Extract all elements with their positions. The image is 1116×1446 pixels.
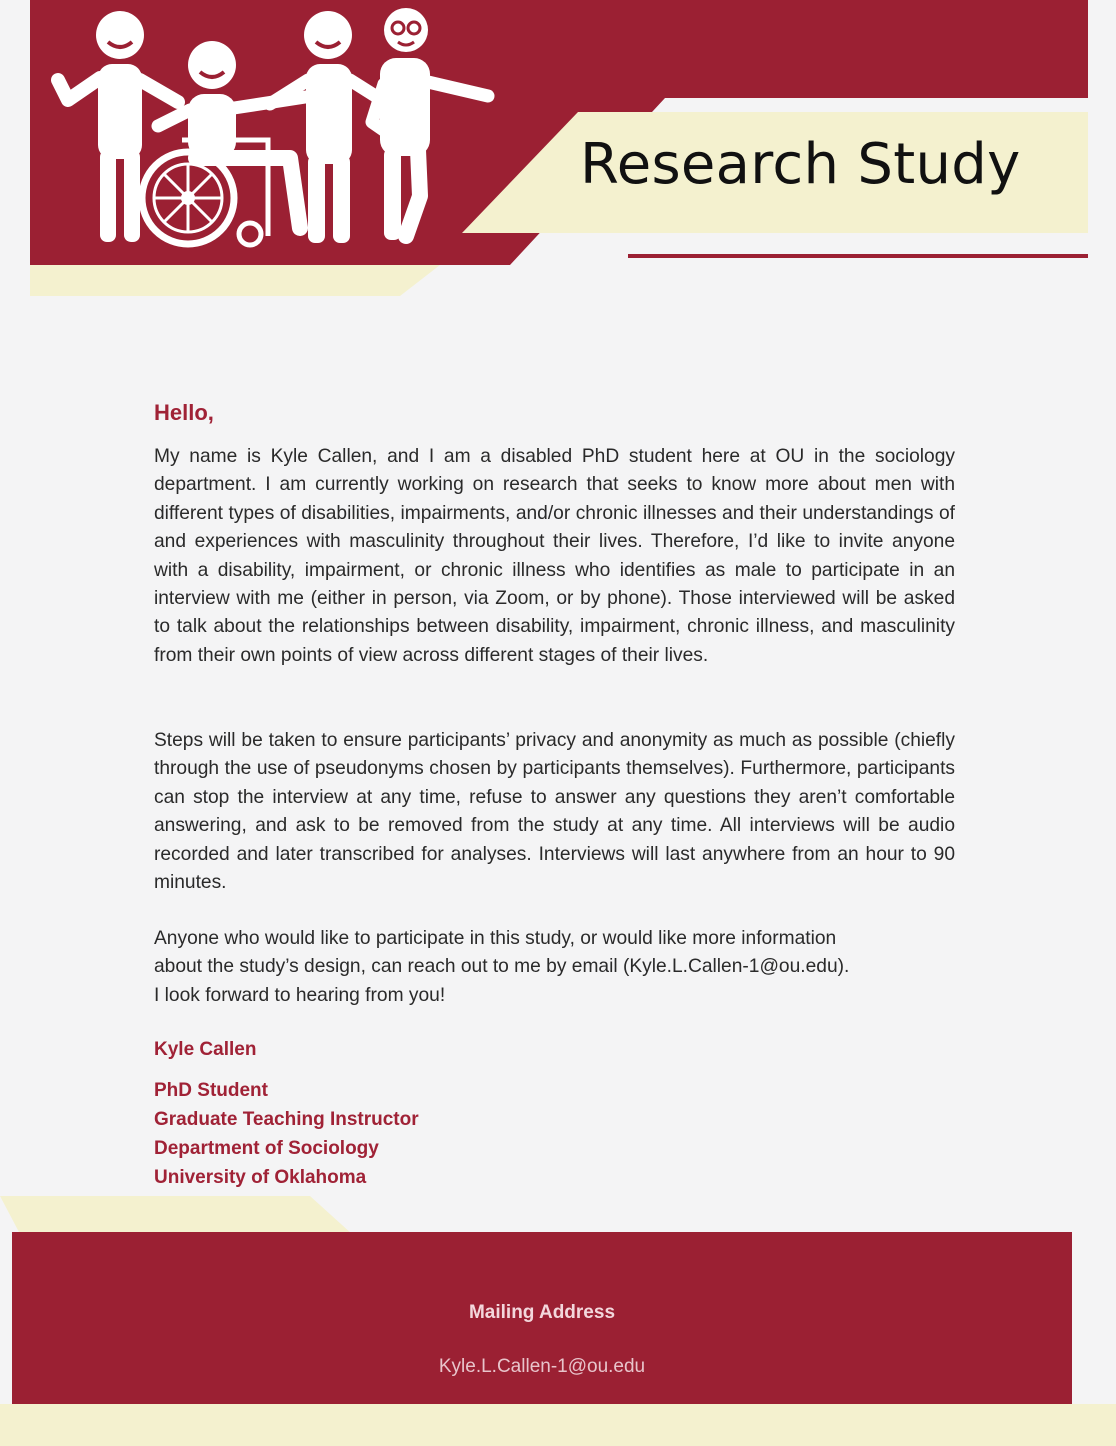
closing-paragraph: [154, 925, 955, 1010]
closing-line: I look forward to hearing from you!: [154, 984, 446, 1006]
signature-title: University of Oklahoma: [154, 1167, 367, 1188]
signature-title: Graduate Teaching Instructor: [154, 1109, 419, 1130]
signature-title: PhD Student: [154, 1080, 268, 1101]
closing-line: Anyone who would like to participate in this study, or would like more information: [154, 928, 837, 949]
signature-title: Department of Sociology: [154, 1138, 379, 1159]
greeting: Hello,: [154, 400, 214, 425]
footer-email: Kyle.L.Callen-1@ou.edu: [438, 1356, 646, 1377]
signature-titles: [154, 1076, 419, 1192]
signature-name: Kyle Callen: [154, 1039, 257, 1060]
body-paragraph: My name is Kyle Callen, and I am a disabled PhD student here at OU in the sociology department. I am currently working on research that seeks to know more about men with different types of disabilities, impairments, and/or chronic illnesses and their understandings of and experiences with masculinity throughout their lives. Therefore, I’d like to invite anyone with a disability, impairment, or chronic illness who identifies as male to participate in an interview with me (either in person, via Zoom, or by phone). Those interviewed will be asked to talk about the relationships between disability, impairment, chronic illness, and masculinity from their own points of view across different stages of their lives.: [154, 446, 955, 666]
closing-line: about the study’s design, can reach out to me by email (Kyle.L.Callen-1@ou.edu).: [154, 956, 850, 978]
page-title: Research Study: [580, 132, 1021, 197]
body-paragraph: Steps will be taken to ensure participants’ privacy and anonymity as much as possible (chiefly through the use of pseudonyms chosen by participants themselves). Furthermore, participants can stop the interview at any time, refuse to answer any questions they aren’t comfortable answering, and ask to be removed from the study at any time. All interviews will be audio recorded and later transcribed for analyses. Interviews will last anywhere from an hour to 90 minutes.: [154, 730, 955, 894]
footer-heading: Mailing Address: [468, 1302, 616, 1323]
